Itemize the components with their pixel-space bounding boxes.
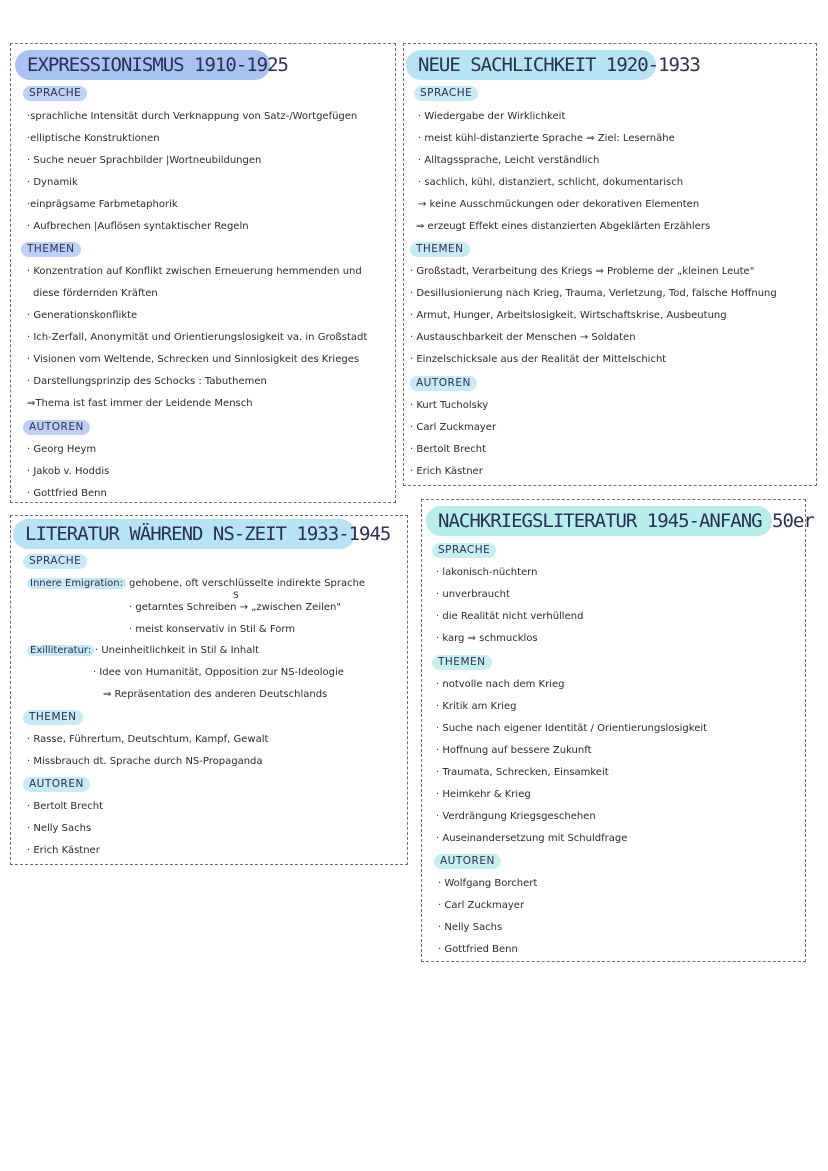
expressionismus-sprache-item: · Dynamik xyxy=(27,177,78,188)
neue-sachlichkeit-autor: · Bertolt Brecht xyxy=(410,444,487,455)
innere-emigration-mark: S xyxy=(233,591,239,601)
nachkriegsliteratur-sprache-item: · unverbraucht xyxy=(436,589,510,600)
expressionismus-sprache-item: · Suche neuer Sprachbilder |Wortneubildungen xyxy=(27,155,262,166)
neue-sachlichkeit-sprache-item: · meist kühl-distanzierte Sprache ⇒ Ziel: Lesernähe xyxy=(418,133,675,144)
expressionismus-themen-item: · Darstellungsprinzip des Schocks : Tabuthemen xyxy=(27,376,267,387)
expressionismus-themen-item: ⇒Thema ist fast immer der Leidende Mensch xyxy=(27,398,253,409)
neue-sachlichkeit-sprache-item: · Alltagssprache, Leicht verständlich xyxy=(418,155,600,166)
ns-zeit-themen-item: · Missbrauch dt. Sprache durch NS-Propaganda xyxy=(27,756,263,767)
ns-zeit-title: LITERATUR WÄHREND NS-ZEIT 1933-1945 xyxy=(13,519,355,549)
nachkriegsliteratur-title: NACHKRIEGSLITERATUR 1945-ANFANG 50er xyxy=(426,506,772,536)
nachkriegsliteratur-autor: · Wolfgang Borchert xyxy=(438,878,538,889)
nachkriegsliteratur-themen-item: · Auseinandersetzung mit Schuldfrage xyxy=(436,833,628,844)
ns-zeit-autor: · Erich Kästner xyxy=(27,845,100,856)
neue-sachlichkeit-themen-item: · Desillusionierung nach Krieg, Trauma, Verletzung, Tod, falsche Hoffnung xyxy=(410,288,777,299)
expressionismus-autor: · Georg Heym xyxy=(27,444,97,455)
ns-zeit-card xyxy=(10,515,408,865)
nachkriegsliteratur-themen-item: · Kritik am Krieg xyxy=(436,701,517,712)
expressionismus-sprache-item: · Aufbrechen |Auflösen syntaktischer Regeln xyxy=(27,221,249,232)
nachkriegsliteratur-themen-item: · Hoffnung auf bessere Zukunft xyxy=(436,745,592,756)
neue-sachlichkeit-sprache-item: ⇒ erzeugt Effekt eines distanzierten Abgeklärten Erzählers xyxy=(416,221,711,232)
ns-zeit-autoren-heading: AUTOREN xyxy=(23,777,90,792)
exilliteratur-item: · Idee von Humanität, Opposition zur NS-Ideologie xyxy=(93,667,344,678)
exilliteratur-item: ⇒ Repräsentation des anderen Deutschlands xyxy=(103,689,328,700)
neue-sachlichkeit-themen-item: · Einzelschicksale aus der Realität der Mittelschicht xyxy=(410,354,667,365)
neue-sachlichkeit-sprache-heading: SPRACHE xyxy=(414,86,478,101)
expressionismus-sprache-item: ·einprägsame Farbmetaphorik xyxy=(27,199,178,210)
nachkriegsliteratur-sprache-heading: SPRACHE xyxy=(432,543,496,558)
ns-zeit-themen-heading: THEMEN xyxy=(23,710,83,725)
nachkriegsliteratur-autoren-heading: AUTOREN xyxy=(434,854,501,869)
neue-sachlichkeit-sprache-item: · sachlich, kühl, distanziert, schlicht, dokumentarisch xyxy=(418,177,684,188)
neue-sachlichkeit-sprache-item: · Wiedergabe der Wirklichkeit xyxy=(418,111,566,122)
nachkriegsliteratur-sprache-item: · karg ⇒ schmucklos xyxy=(436,633,538,644)
expressionismus-sprache-heading: SPRACHE xyxy=(23,86,87,101)
nachkriegsliteratur-autor: · Nelly Sachs xyxy=(438,922,503,933)
nachkriegsliteratur-themen-item: · Heimkehr & Krieg xyxy=(436,789,531,800)
exilliteratur-label: Exilliteratur: xyxy=(27,645,94,656)
ns-zeit-sprache-heading: SPRACHE xyxy=(23,554,87,569)
expressionismus-themen-heading: THEMEN xyxy=(21,242,81,257)
neue-sachlichkeit-autor: · Carl Zuckmayer xyxy=(410,422,497,433)
nachkriegsliteratur-themen-item: · notvolle nach dem Krieg xyxy=(436,679,565,690)
neue-sachlichkeit-themen-item: · Austauschbarkeit der Menschen → Soldaten xyxy=(410,332,636,343)
nachkriegsliteratur-autor: · Carl Zuckmayer xyxy=(438,900,525,911)
neue-sachlichkeit-sprache-item: → keine Ausschmückungen oder dekorativen Elementen xyxy=(418,199,700,210)
expressionismus-sprache-item: ·elliptische Konstruktionen xyxy=(27,133,160,144)
expressionismus-themen-item: diese fördernden Kräften xyxy=(33,288,158,299)
exilliteratur-item: · Uneinheitlichkeit in Stil & Inhalt xyxy=(95,645,260,656)
neue-sachlichkeit-autor: · Erich Kästner xyxy=(410,466,483,477)
expressionismus-themen-item: · Generationskonflikte xyxy=(27,310,138,321)
ns-zeit-autor: · Bertolt Brecht xyxy=(27,801,104,812)
neue-sachlichkeit-themen-heading: THEMEN xyxy=(410,242,470,257)
nachkriegsliteratur-sprache-item: · die Realität nicht verhüllend xyxy=(436,611,584,622)
expressionismus-autor: · Jakob v. Hoddis xyxy=(27,466,110,477)
expressionismus-sprache-item: ·sprachliche Intensität durch Verknappung von Satz-/Wortgefügen xyxy=(27,111,358,122)
nachkriegsliteratur-sprache-item: · lakonisch-nüchtern xyxy=(436,567,538,578)
expressionismus-themen-item: · Visionen vom Weltende, Schrecken und Sinnlosigkeit des Krieges xyxy=(27,354,360,365)
expressionismus-autor: · Gottfried Benn xyxy=(27,488,107,499)
nachkriegsliteratur-autor: · Gottfried Benn xyxy=(438,944,518,955)
expressionismus-card xyxy=(10,43,396,503)
nachkriegsliteratur-themen-item: · Traumata, Schrecken, Einsamkeit xyxy=(436,767,609,778)
neue-sachlichkeit-card xyxy=(403,43,817,486)
expressionismus-autoren-heading: AUTOREN xyxy=(23,420,90,435)
expressionismus-themen-item: · Ich-Zerfall, Anonymität und Orientierungslosigkeit va. in Großstadt xyxy=(27,332,368,343)
innere-emigration-item: gehobene, oft verschlüsselte indirekte Sprache xyxy=(129,578,366,589)
nachkriegsliteratur-themen-item: · Suche nach eigener Identität / Orientierungslosigkeit xyxy=(436,723,708,734)
ns-zeit-themen-item: · Rasse, Führertum, Deutschtum, Kampf, Gewalt xyxy=(27,734,269,745)
innere-emigration-item: · getarntes Schreiben → „zwischen Zeilen" xyxy=(129,602,341,613)
neue-sachlichkeit-title: NEUE SACHLICHKEIT 1920-1933 xyxy=(406,50,656,80)
innere-emigration-label: Innere Emigration: xyxy=(27,578,126,589)
nachkriegsliteratur-themen-item: · Verdrängung Kriegsgeschehen xyxy=(436,811,596,822)
nachkriegsliteratur-card xyxy=(421,499,814,962)
nachkriegsliteratur-themen-heading: THEMEN xyxy=(432,655,492,670)
expressionismus-themen-item: · Konzentration auf Konflikt zwischen Erneuerung hemmenden und xyxy=(27,266,362,277)
neue-sachlichkeit-themen-item: · Armut, Hunger, Arbeitslosigkeit, Wirtschaftskrise, Ausbeutung xyxy=(410,310,727,321)
expressionismus-title: EXPRESSIONISMUS 1910-1925 xyxy=(15,50,270,80)
neue-sachlichkeit-autor: · Kurt Tucholsky xyxy=(410,400,489,411)
neue-sachlichkeit-autoren-heading: AUTOREN xyxy=(410,376,477,391)
neue-sachlichkeit-themen-item: · Großstadt, Verarbeitung des Kriegs ⇒ Probleme der „kleinen Leute" xyxy=(410,266,755,277)
ns-zeit-autor: · Nelly Sachs xyxy=(27,823,92,834)
innere-emigration-item: · meist konservativ in Stil & Form xyxy=(129,624,296,635)
